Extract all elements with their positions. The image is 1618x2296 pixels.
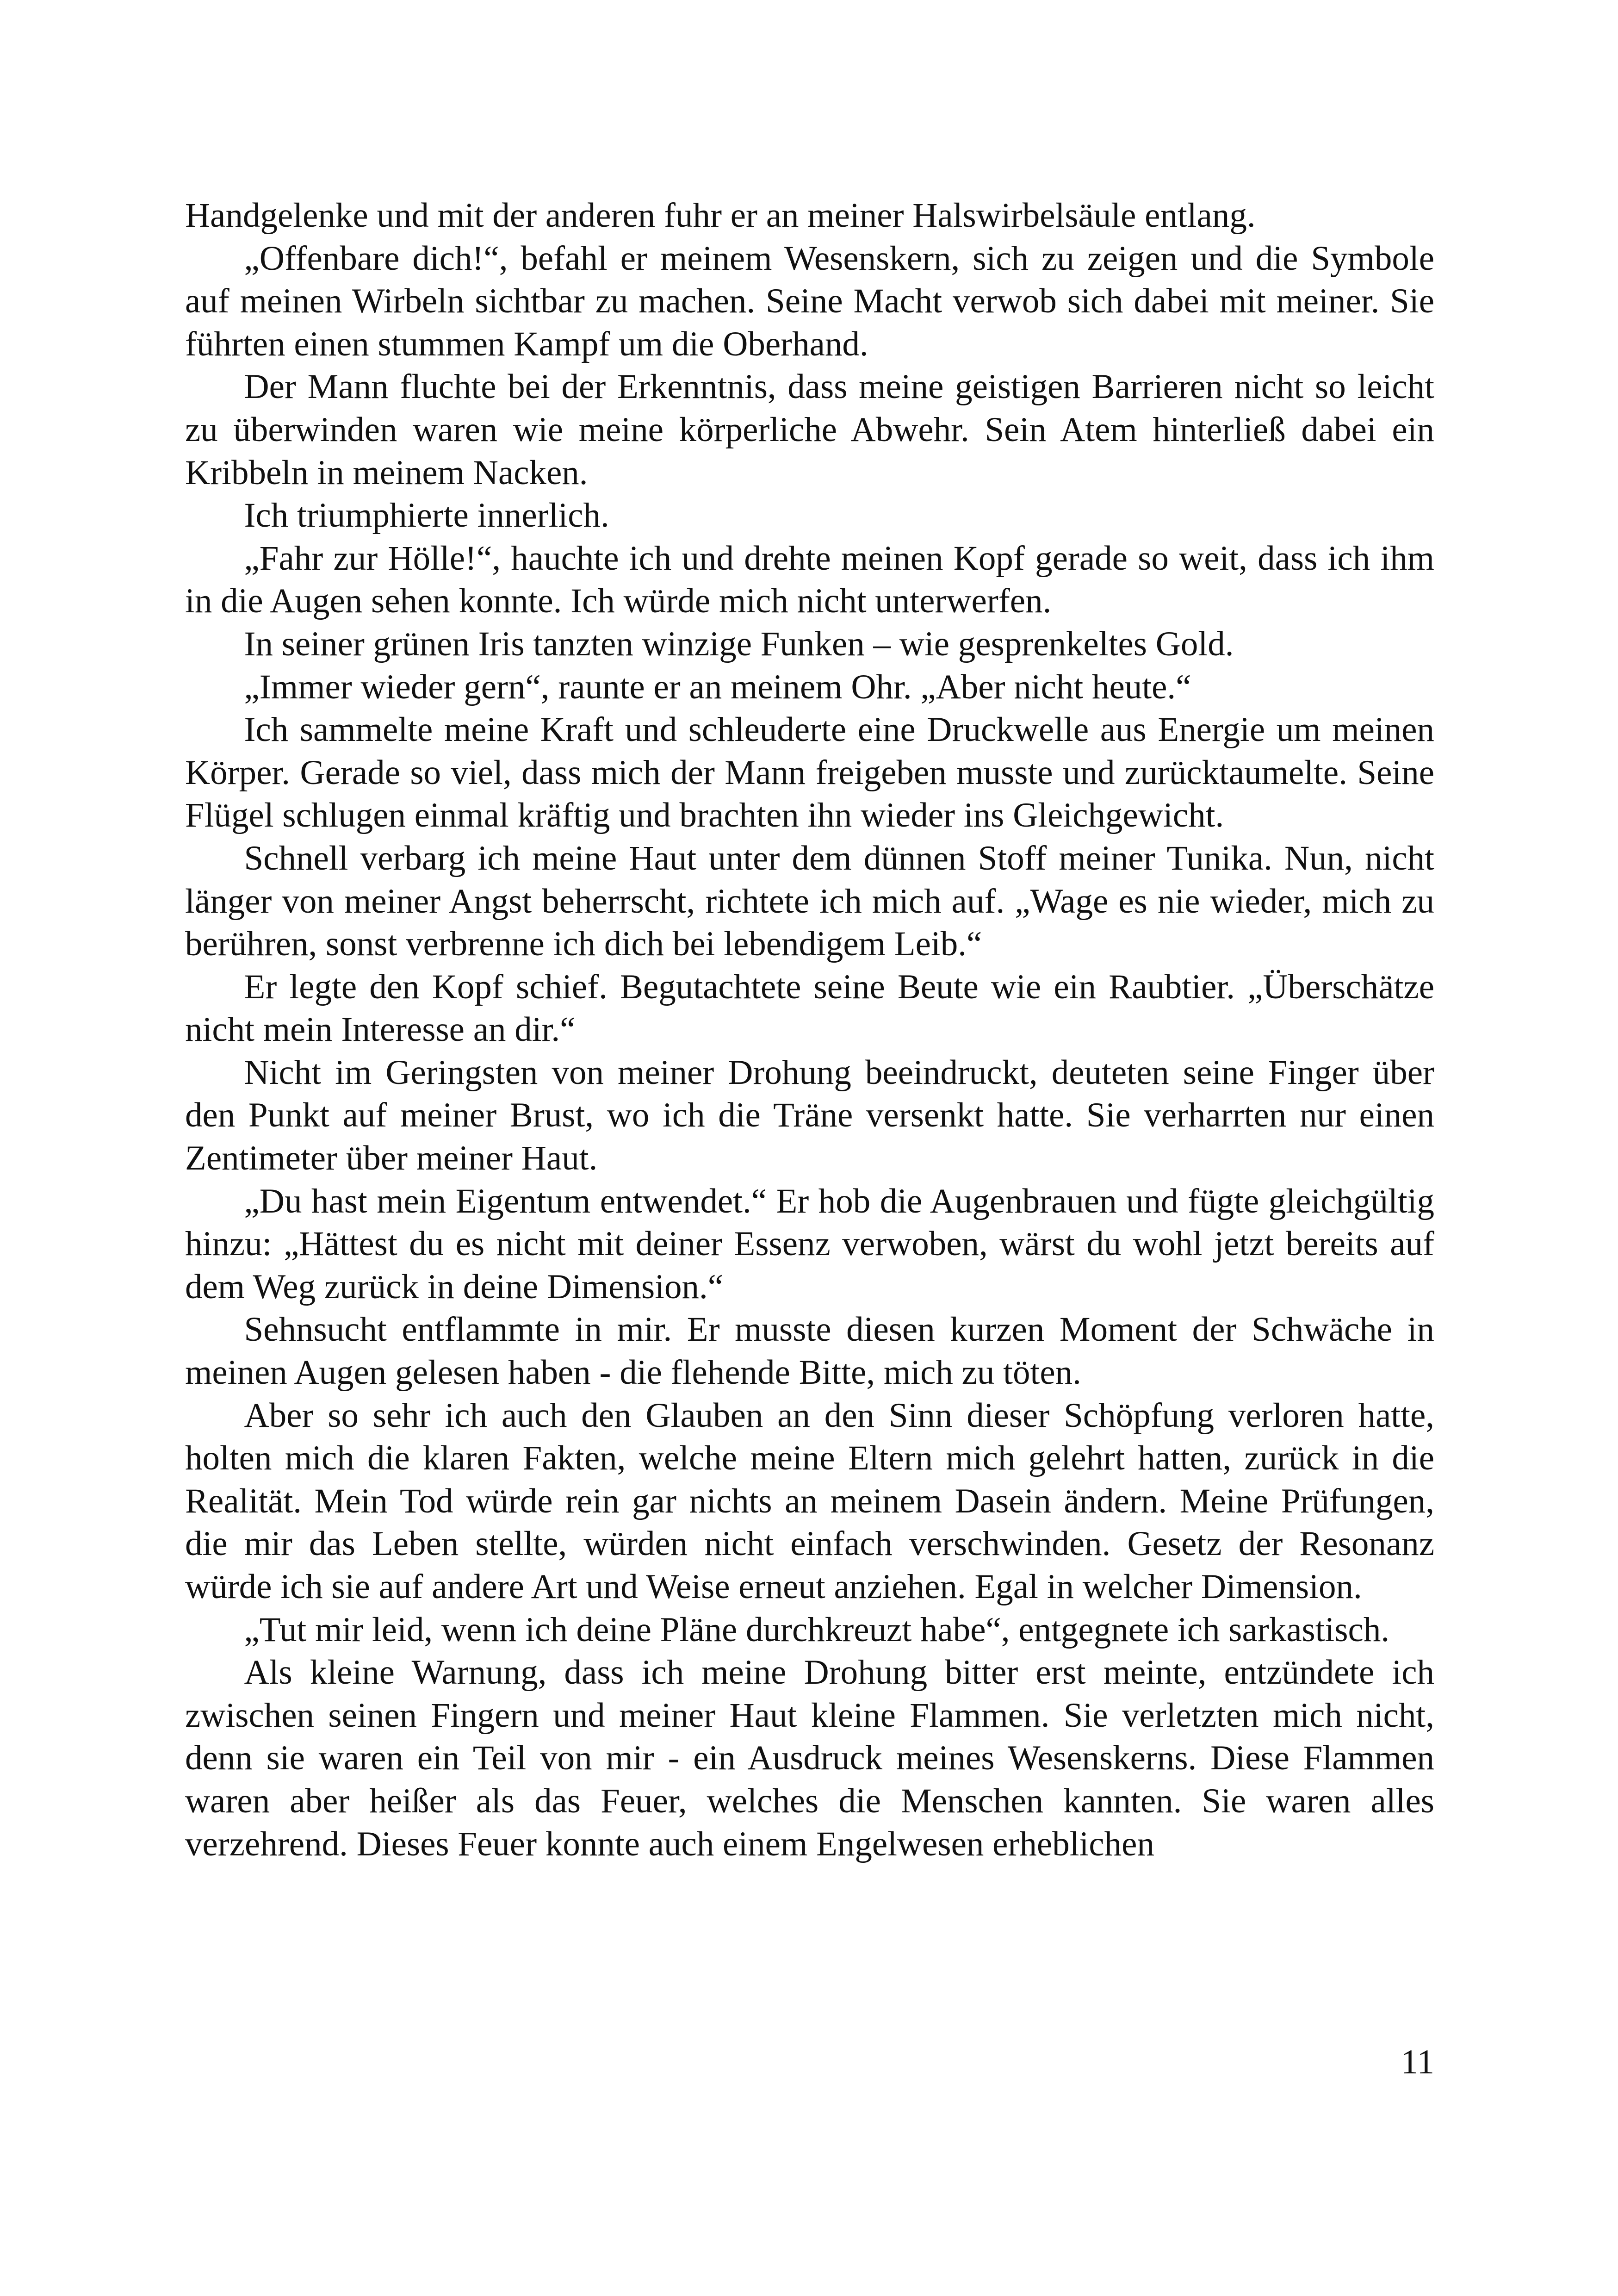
- paragraph: Ich triumphierte innerlich.: [244, 496, 609, 535]
- paragraph: „Offenbare dich!“, befahl er meinem Wesenskern, sich zu zeigen und die Symbole auf meinen Wirbeln sichtbar zu machen. Seine Macht verwob sich dabei mit meiner. Sie führten einen stummen Kampf um die Oberhand.: [185, 239, 1434, 363]
- page-number: 11: [1401, 2043, 1434, 2081]
- paragraph: In seiner grünen Iris tanzten winzige Funken – wie gesprenkeltes Gold.: [244, 624, 1234, 663]
- paragraph: „Immer wieder gern“, raunte er an meinem Ohr. „Aber nicht heute.“: [244, 667, 1191, 706]
- paragraph: Aber so sehr ich auch den Glauben an den Sinn dieser Schöpfung verloren hatte, holten mich die klaren Fakten, welche meine Eltern mich gelehrt hatten, zurück in die Realität. Mein Tod würde rein gar nichts an meinem Dasein ändern. Meine Prüfungen, die mir das Leben stellte, würden nicht einfach verschwinden. Gesetz der Resonanz würde ich sie auf andere Art und Weise erneut anziehen. Egal in welcher Dimension.: [185, 1396, 1434, 1606]
- paragraph: Sehnsucht entflammte in mir. Er musste diesen kurzen Moment der Schwäche in meinen Augen gelesen haben - die flehende Bitte, mich zu töten.: [185, 1310, 1434, 1392]
- paragraph: Als kleine Warnung, dass ich meine Drohung bitter erst meinte, entzündete ich zwischen seinen Fingern und meiner Haut kleine Flammen. Sie verletzten mich nicht, denn sie waren ein Teil von mir - ein Ausdruck meines Wesenskerns. Diese Flammen waren aber heißer als das Feuer, welches die Menschen kannten. Sie waren alles verzehrend. Dieses Feuer konnte auch einem Engelwesen erheblichen: [185, 1653, 1434, 1863]
- paragraph: Nicht im Geringsten von meiner Drohung beeindruckt, deuteten seine Finger über den Punkt auf meiner Brust, wo ich die Träne versenkt hatte. Sie verharrten nur einen Zentimeter über meiner Haut.: [185, 1053, 1434, 1178]
- paragraph: Der Mann fluchte bei der Erkenntnis, dass meine geistigen Barrieren nicht so leicht zu überwinden waren wie meine körperliche Abwehr. Sein Atem hinterließ dabei ein Kribbeln in meinem Nacken.: [185, 367, 1434, 492]
- paragraph: Handgelenke und mit der anderen fuhr er an meiner Halswirbelsäule entlang.: [185, 196, 1256, 235]
- paragraph: Er legte den Kopf schief. Begutachtete seine Beute wie ein Raubtier. „Überschätze nicht mein Interesse an dir.“: [185, 967, 1434, 1049]
- paragraph: „Tut mir leid, wenn ich deine Pläne durchkreuzt habe“, entgegnete ich sarkastisch.: [244, 1610, 1390, 1649]
- body-text: [185, 194, 1434, 1866]
- paragraph: Schnell verbarg ich meine Haut unter dem dünnen Stoff meiner Tunika. Nun, nicht länger von meiner Angst beherrscht, richtete ich mich auf. „Wage es nie wieder, mich zu berühren, sonst verbrenne ich dich bei lebendigem Leib.“: [185, 839, 1434, 964]
- paragraph: „Du hast mein Eigentum entwendet.“ Er hob die Augenbrauen und fügte gleichgültig hinzu: „Hättest du es nicht mit deiner Essenz verwoben, wärst du wohl jetzt bereits auf dem Weg zurück in deine Dimension.“: [185, 1182, 1434, 1306]
- paragraph: Ich sammelte meine Kraft und schleuderte eine Druckwelle aus Energie um meinen Körper. Gerade so viel, dass mich der Mann freigeben musste und zurücktaumelte. Seine Flügel schlugen einmal kräftig und brachten ihn wieder ins Gleichgewicht.: [185, 710, 1434, 835]
- paragraph: „Fahr zur Hölle!“, hauchte ich und drehte meinen Kopf gerade so weit, dass ich ihm in die Augen sehen konnte. Ich würde mich nicht unterwerfen.: [185, 539, 1434, 621]
